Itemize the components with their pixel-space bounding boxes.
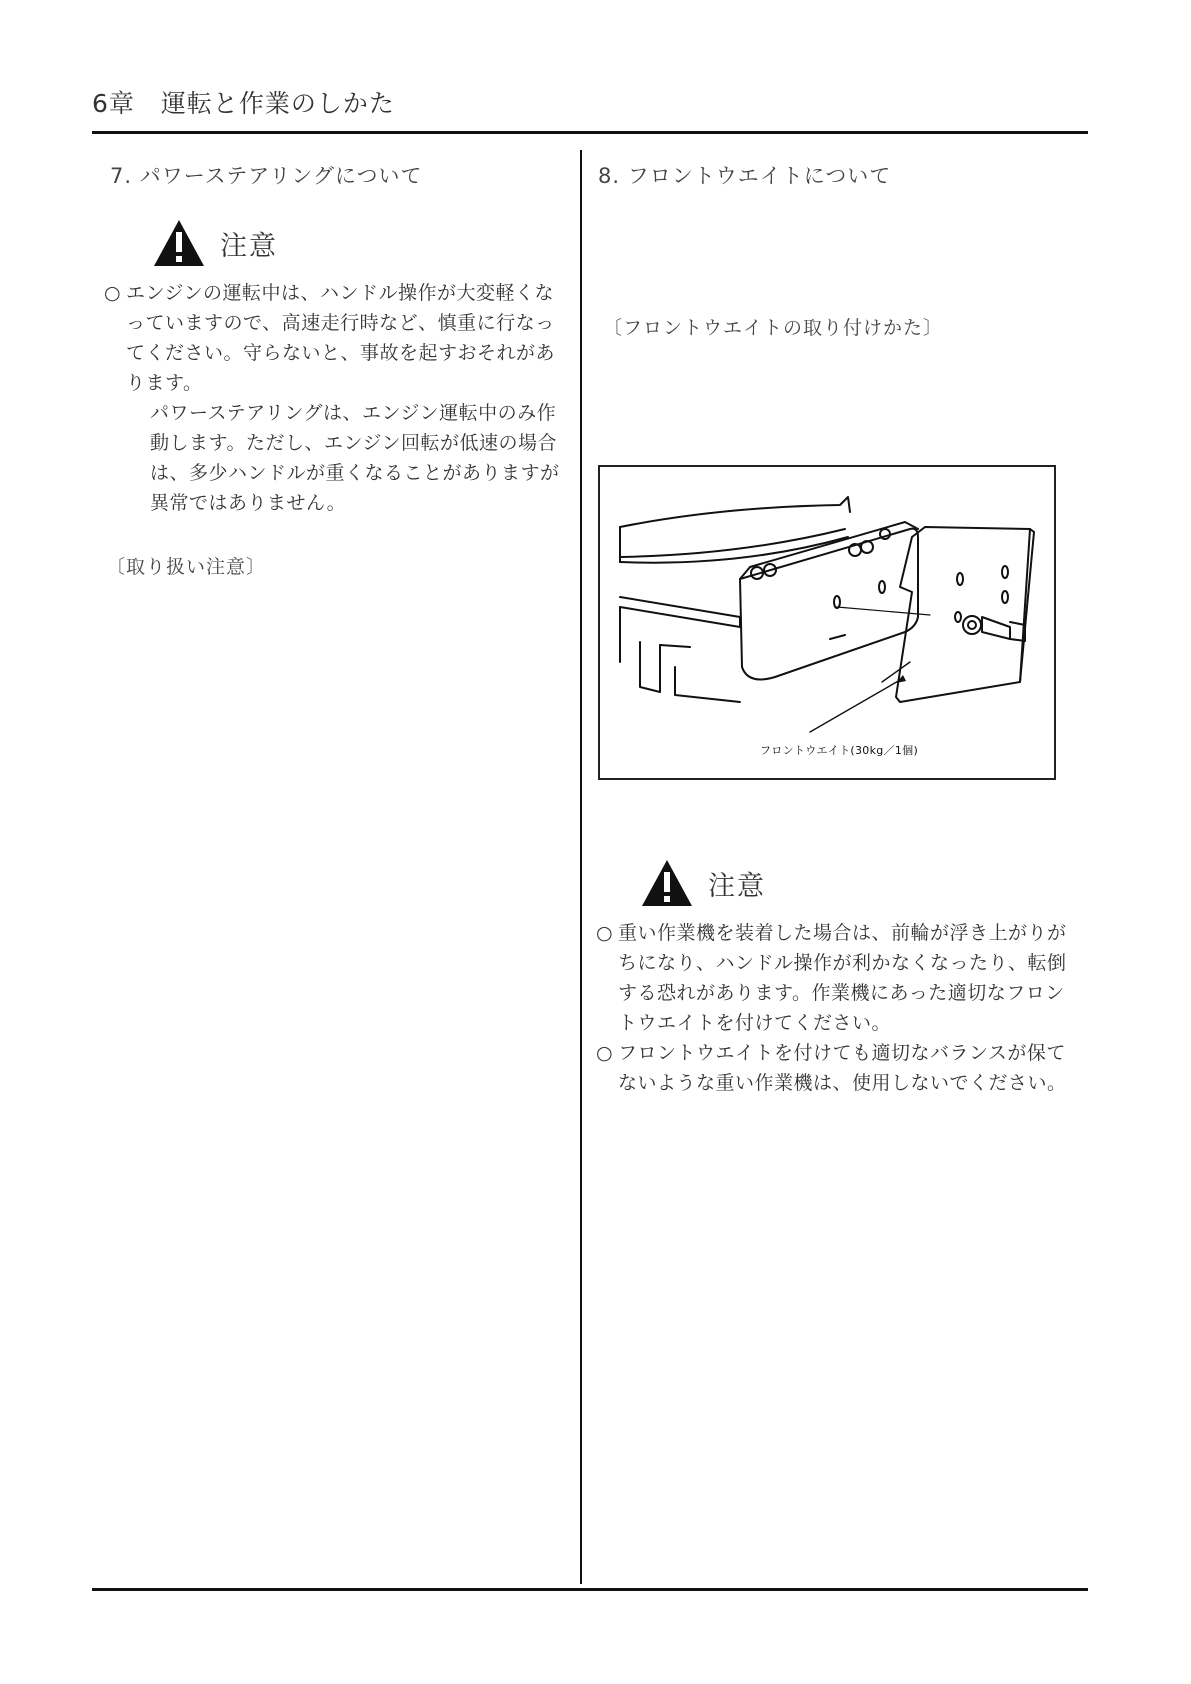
header-rule — [92, 131, 1088, 134]
bullet-text: フロントウエイトを付けても適切なバランスが保てないような重い作業機は、使用しないでください。 — [618, 1042, 1067, 1094]
caution-box-left — [152, 218, 278, 268]
bullet-mark: ○ — [596, 922, 614, 944]
column-divider — [580, 150, 582, 1584]
section-7-heading: 7. パワーステアリングについて — [110, 164, 423, 188]
front-weight-illustration — [600, 467, 1054, 778]
handling-caution-heading: 〔取り扱い注意〕 — [106, 556, 267, 578]
section-8-heading: 8. フロントウエイトについて — [598, 164, 892, 188]
bullet-mark: ○ — [596, 1042, 614, 1064]
bullet-text: 重い作業機を装着した場合は、前輪が浮き上がりがちになり、ハンドル操作が利かなくなったり、転倒する恐れがあります。作業機にあった適切なフロントウエイトを付けてください。 — [618, 922, 1067, 1034]
caution-box-right — [640, 858, 766, 908]
list-item — [596, 1038, 1076, 1098]
caution-label: 注意 — [220, 230, 278, 262]
caution-label: 注意 — [708, 870, 766, 902]
power-steering-note: パワーステアリングは、エンジン運転中のみ作動します。ただし、エンジン回転が低速の場合は、多少ハンドルが重くなることがありますが異常ではありません。 — [150, 402, 560, 514]
bullet-text: エンジンの運転中は、ハンドル操作が大変軽くなっていますので、高速走行時など、慎重に行なってください。守らないと、事故を起すおそれがあります。 — [126, 282, 556, 394]
list-item — [104, 278, 572, 398]
warning-triangle-icon — [640, 858, 694, 908]
bullet-mark: ○ — [104, 282, 122, 304]
list-item — [596, 918, 1076, 1038]
caution-text-right — [596, 918, 1076, 1098]
warning-triangle-icon — [152, 218, 206, 268]
footer-rule — [92, 1588, 1088, 1591]
caution-text-left — [104, 278, 572, 398]
figure-caption: フロントウエイト(30kg／1個) — [760, 744, 919, 757]
front-weight-figure — [598, 465, 1056, 780]
installation-heading: 〔フロントウエイトの取り付けかた〕 — [603, 317, 944, 339]
chapter-title: 6章 運転と作業のしかた — [92, 89, 395, 118]
